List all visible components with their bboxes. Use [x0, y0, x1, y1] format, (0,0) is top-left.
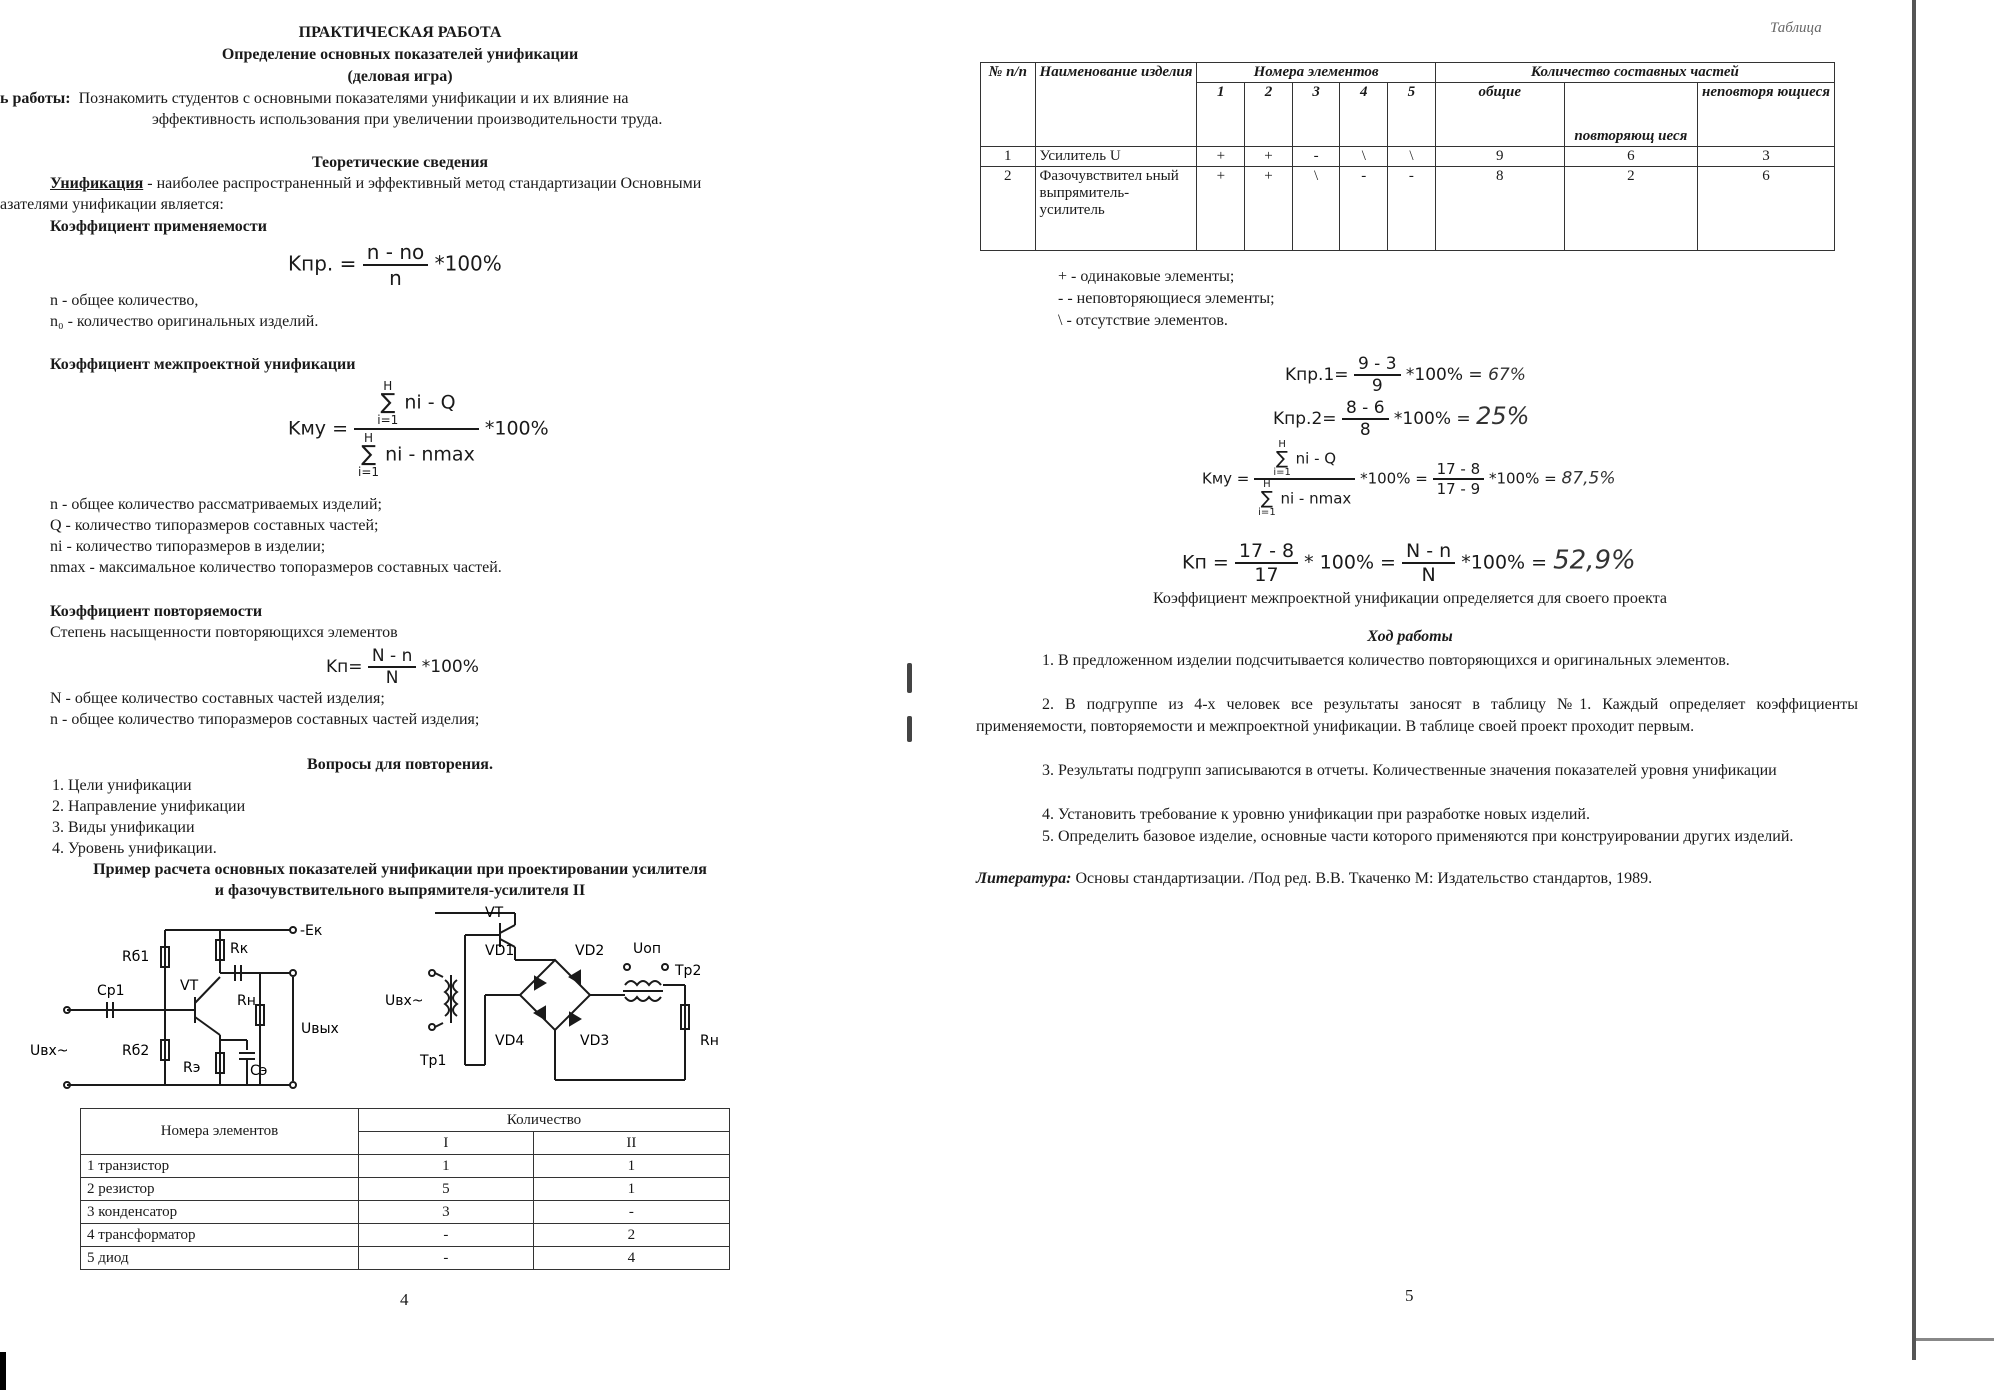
t2-cell: 2	[1564, 167, 1697, 251]
page-number-right: 5	[1405, 1286, 1414, 1305]
c1-rb1: Rб1	[122, 949, 150, 965]
calc4-num: 17 - 8	[1235, 540, 1298, 564]
kpr-formula	[288, 240, 502, 290]
t2-cell: Усилитель U	[1035, 147, 1197, 167]
sum-top: H	[383, 379, 393, 393]
t2-el-col: 3	[1292, 83, 1340, 147]
t2-cell: -	[1292, 147, 1340, 167]
goal-text-2: эффективность использования при увеличении производительности труда.	[152, 111, 663, 128]
kmu-legend-3: ni - количество типоразмеров в изделии;	[50, 538, 326, 555]
calc4-den2: N	[1421, 564, 1436, 586]
t1-cell: 1 транзистор	[81, 1155, 359, 1178]
calc-kpr2	[1273, 398, 1529, 440]
example-heading-2: и фазочувствительного выпрямителя-усилителя II	[214, 882, 586, 899]
t2-cell: \	[1340, 147, 1388, 167]
kmu-legend-4: nmax - максимальное количество топоразмеров составных частей.	[50, 559, 502, 576]
t1-cell: 2 резистор	[81, 1178, 359, 1201]
kpr-num: n - no	[363, 240, 429, 266]
step-3: 3. Результаты подгрупп записываются в отчеты. Количественные значения показателей уровня унификации	[1042, 762, 1777, 779]
legend-2: - - неповторяющиеся элементы;	[1058, 290, 1275, 307]
literature	[976, 870, 1652, 888]
calc4-mid: * 100% =	[1304, 551, 1396, 574]
kpr-den: n	[389, 266, 402, 290]
t1-cell: 1	[533, 1178, 729, 1201]
c2-vt: VT	[485, 905, 504, 921]
unif-line	[50, 175, 701, 193]
t1-cell: -	[533, 1201, 729, 1224]
goal-label: ь работы:	[0, 90, 71, 107]
kp-legend-2: n - общее количество типоразмеров составных частей изделия;	[50, 711, 480, 728]
calc3-lhs: Kму =	[1202, 469, 1250, 488]
t2-cell: -	[1388, 167, 1436, 251]
question-2: 2. Направление унификации	[52, 798, 246, 815]
t1-cell: 4 трансформатор	[81, 1224, 359, 1247]
page-number-left: 4	[400, 1290, 409, 1309]
calc1-den: 9	[1371, 376, 1383, 396]
t2-el-col: 1	[1197, 83, 1245, 147]
t2-cell: 3	[1698, 147, 1835, 167]
kpr-heading: Коэффициент применяемости	[50, 218, 267, 235]
circuit-diagram-2	[375, 905, 795, 1095]
c2-rn: Rн	[700, 1033, 719, 1049]
t2-cell: \	[1292, 167, 1340, 251]
table-row	[981, 147, 1835, 167]
doc-subtitle: Определение основных показателей унификации	[221, 46, 579, 63]
table-row	[981, 167, 1835, 251]
kpr-legend-1: n - общее количество,	[50, 292, 199, 309]
sum-bot-2: i=1	[358, 465, 380, 479]
t2-h-name: Наименование изделия	[1035, 63, 1197, 147]
kmu-lhs: Kму =	[288, 417, 348, 440]
kmu-heading: Коэффициент межпроектной унификации	[50, 356, 356, 373]
question-4: 4. Уровень унификации.	[52, 840, 217, 857]
unif-text: - наиболее распространенный и эффективный метод стандартизации Основными	[143, 175, 702, 192]
kp-sub: Степень насыщенности повторяющихся элементов	[50, 624, 398, 641]
t2-cell: -	[1340, 167, 1388, 251]
kp-lhs: Kп=	[326, 657, 363, 677]
kmu-formula: Kму = H ∑ i=1 ni - Q H ∑ i=1 ni - nmax *100%	[288, 379, 549, 479]
calc1-lhs: Kпр.1=	[1285, 365, 1349, 385]
t1-cell: 2	[533, 1224, 729, 1247]
kp-den: N	[385, 668, 399, 688]
t1-cell: 3	[359, 1201, 534, 1224]
t2-cell: 6	[1564, 147, 1697, 167]
step-2: 2. В подгруппе из 4-х человек все результаты заносят в таблицу №1. Каждый определяет коэффициенты применяемости, повторяемости и межпроектной унификации. В таблице своей проект проходит первым.	[976, 696, 1858, 735]
t2-cell: +	[1197, 167, 1245, 251]
kpr-lhs: Kпр. =	[288, 251, 357, 276]
table-row	[81, 1178, 730, 1201]
c1-ce: Cэ	[250, 1063, 268, 1079]
t1-cell: -	[359, 1224, 534, 1247]
kpr-legend-2: n₀ - количество оригинальных изделий.	[50, 313, 319, 330]
t2-h-rep: повторяющ иеся	[1564, 83, 1697, 147]
c2-vd2: VD2	[575, 943, 605, 959]
unification-table	[980, 62, 1835, 251]
kmu-legend-2: Q - количество типоразмеров составных частей;	[50, 517, 379, 534]
calc3-result: 87,5%	[1561, 468, 1616, 489]
calc4-tail: *100% =	[1461, 551, 1548, 574]
t2-h-parts: Количество составных частей	[1435, 63, 1834, 83]
t2-h-nonrep: неповторя ющиеся	[1698, 83, 1835, 147]
calc-note: Коэффициент межпроектной унификации определяется для своего проекта	[1152, 590, 1667, 607]
c1-ek: -Eк	[300, 923, 323, 939]
doc-subtitle-2: (деловая игра)	[347, 68, 453, 85]
progress-heading: Ход работы	[1367, 628, 1453, 645]
table-row	[81, 1247, 730, 1270]
kp-heading: Коэффициент повторяемости	[50, 603, 263, 620]
t2-cell: 9	[1435, 147, 1564, 167]
c1-rb2: Rб2	[122, 1043, 150, 1059]
calc1-result: 67%	[1488, 365, 1526, 385]
calc3-den: ni - nmax	[1280, 489, 1352, 508]
kp-tail: *100%	[421, 657, 479, 677]
goal-text: Познакомить студентов с основными показателями унификации и их влияние на	[78, 90, 629, 107]
kmu-tail: *100%	[484, 417, 549, 440]
kp-formula	[326, 646, 479, 688]
t1-cell: 3 конденсатор	[81, 1201, 359, 1224]
legend-3: \ - отсутствие элементов.	[1058, 312, 1228, 329]
step-1: 1. В предложенном изделии подсчитывается количество повторяющихся и оригинальных элементов.	[1042, 652, 1730, 669]
t1-header-qty: Количество	[359, 1109, 730, 1132]
c2-tr2: Tp2	[675, 963, 702, 979]
calc2-lhs: Kпр.2=	[1273, 409, 1337, 429]
example-heading: Пример расчета основных показателей унификации при проектировании усилителя	[93, 861, 707, 878]
lit-label: Литература:	[976, 870, 1072, 887]
calc3-sum-top: H	[1278, 439, 1286, 450]
c2-uon: Uоп	[633, 941, 661, 957]
calc2-result: 25%	[1476, 402, 1530, 430]
t2-h-total: общие	[1435, 83, 1564, 147]
calc-kmu: Kму = H ∑ i=1 ni - Q H ∑ i=1 ni - nmax *100% = $\frac{17 - 8}{17 - 9}$ *100% = 87,5%	[1202, 439, 1616, 518]
kmu-legend-1: n - общее количество рассматриваемых изделий;	[50, 496, 382, 513]
theory-heading: Теоретические сведения	[311, 154, 489, 171]
t2-cell: 1	[981, 147, 1036, 167]
calc1-tail: *100% =	[1405, 365, 1483, 385]
c2-uvx: Uвх~	[385, 993, 424, 1009]
circuit-diagram-1	[25, 905, 355, 1095]
c1-uvx: Uвх~	[30, 1043, 69, 1059]
t1-cell: 4	[533, 1247, 729, 1270]
c1-rk: Rк	[230, 941, 249, 957]
unif-text-2: азателями унификации является:	[0, 196, 224, 213]
step-5: 5. Определить базовое изделие, основные части которого применяются при конструировании других изделий.	[1042, 828, 1794, 845]
questions-heading: Вопросы для повторения.	[307, 756, 493, 773]
calc3-num: ni - Q	[1295, 449, 1337, 468]
calc4-den: 17	[1254, 564, 1279, 586]
scan-smudge	[907, 716, 912, 742]
t2-cell: 2	[981, 167, 1036, 251]
calc4-lhs: Kп =	[1182, 551, 1229, 574]
t1-cell: 5	[359, 1178, 534, 1201]
kp-num: N - n	[368, 646, 416, 668]
scan-smudge	[907, 663, 912, 693]
t1-col-1: I	[359, 1132, 534, 1155]
sum-bot: i=1	[377, 413, 399, 427]
calc2-num: 8 - 6	[1342, 398, 1389, 420]
calc3-mid: *100% =	[1360, 469, 1428, 488]
t1-col-2: II	[533, 1132, 729, 1155]
t1-cell: 1	[533, 1155, 729, 1178]
step-4: 4. Установить требование к уровню унификации при разработке новых изделий.	[1042, 806, 1590, 823]
calc-kpr1	[1285, 354, 1526, 396]
c1-vt: VT	[180, 978, 199, 994]
c2-vd1: VD1	[485, 943, 515, 959]
t1-cell: -	[359, 1247, 534, 1270]
t1-cell: 5 диод	[81, 1247, 359, 1270]
calc4-num2: N - n	[1402, 540, 1455, 564]
calc3-sum-bot-2: i=1	[1258, 507, 1276, 518]
calc4-result: 52,9%	[1553, 545, 1636, 576]
t2-cell: +	[1245, 147, 1293, 167]
t2-cell: 6	[1698, 167, 1835, 251]
t2-el-col: 2	[1245, 83, 1293, 147]
t2-cell: +	[1197, 147, 1245, 167]
calc3-tail: *100% =	[1488, 469, 1557, 488]
c1-rn: Rн	[237, 993, 256, 1009]
c2-vd3: VD3	[580, 1033, 610, 1049]
calc-kp	[1182, 540, 1636, 586]
kpr-tail: *100%	[434, 251, 502, 276]
t2-cell: 8	[1435, 167, 1564, 251]
t2-el-col: 5	[1388, 83, 1436, 147]
calc3-den2: 17 - 9	[1436, 480, 1481, 498]
t2-cell: \	[1388, 147, 1436, 167]
question-1: 1. Цели унификации	[52, 777, 192, 794]
t2-cell: +	[1245, 167, 1293, 251]
right-page	[960, 0, 1960, 1390]
calc3-sum-bot: i=1	[1273, 467, 1291, 478]
calc3-sum-top-2: H	[1263, 479, 1271, 490]
t1-header-elements: Номера элементов	[81, 1109, 359, 1155]
c1-re: Rэ	[183, 1060, 201, 1076]
t2-h-elements: Номера элементов	[1197, 63, 1435, 83]
legend-1: + - одинаковые элементы;	[1058, 268, 1235, 285]
calc2-den: 8	[1359, 420, 1371, 440]
t2-h-num: № п/п	[981, 63, 1036, 147]
table-caption: Таблица	[1770, 20, 1822, 36]
t1-cell: 1	[359, 1155, 534, 1178]
c2-vd4: VD4	[495, 1033, 525, 1049]
kmu-den: ni - nmax	[385, 443, 475, 466]
doc-title: ПРАКТИЧЕСКАЯ РАБОТА	[298, 24, 502, 41]
sum-top-2: H	[364, 431, 374, 445]
kmu-num: ni - Q	[404, 391, 456, 414]
table-row	[81, 1155, 730, 1178]
kp-legend-1: N - общее количество составных частей изделия;	[50, 690, 385, 707]
calc1-num: 9 - 3	[1354, 354, 1401, 376]
lit-text: Основы стандартизации. /Под ред. В.В. Ткаченко М: Издательство стандартов, 1989.	[1071, 870, 1653, 887]
elements-table	[80, 1108, 730, 1270]
question-3: 3. Виды унификации	[52, 819, 195, 836]
table-row	[81, 1201, 730, 1224]
c2-tr1: Tp1	[420, 1053, 447, 1069]
t2-el-col: 4	[1340, 83, 1388, 147]
calc2-tail: *100% =	[1393, 409, 1471, 429]
goal-line	[0, 90, 629, 108]
c1-cp1: Cp1	[97, 983, 125, 999]
calc3-num2: 17 - 8	[1433, 460, 1485, 480]
c1-uvyh: Uвых	[301, 1021, 339, 1037]
table-row	[81, 1224, 730, 1247]
unif-term: Унификация	[50, 175, 144, 192]
left-page	[0, 0, 900, 1390]
t2-cell: Фазочувствител ьный выпрямитель-усилитель	[1035, 167, 1197, 251]
